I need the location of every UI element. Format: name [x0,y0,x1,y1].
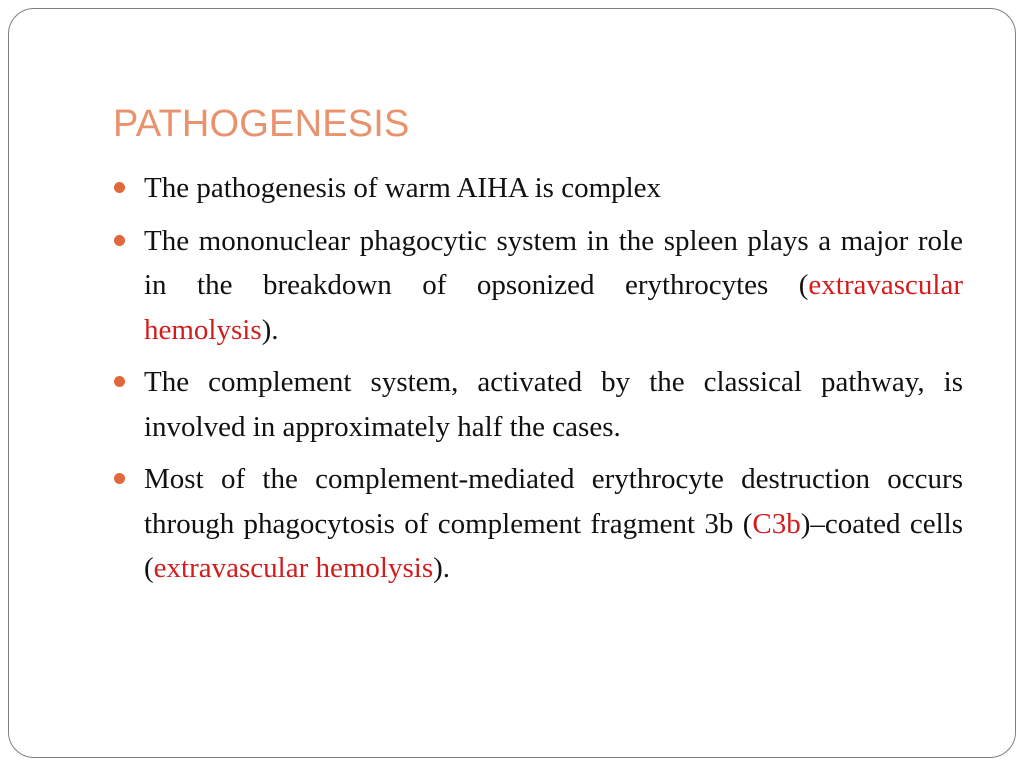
highlighted-term: extravascular hemolysis [153,552,434,584]
bullet-text: Most of the complement-mediated erythrocyte destruction occurs through phagocytosis of complement fragment 3b ( [144,463,963,540]
bullet-item-3 [113,360,963,449]
circle-bullet-icon [114,473,125,484]
slide-title: PATHOGENESIS [113,103,410,145]
circle-bullet-icon [114,182,125,193]
bullet-list [113,166,963,599]
bullet-item-1 [113,166,963,211]
circle-bullet-icon [114,376,125,387]
bullet-text: The complement system, activated by the classical pathway, is involved in approximately half the cases. [144,366,963,443]
circle-bullet-icon [114,235,125,246]
bullet-item-4 [113,457,963,591]
highlighted-term: C3b [752,507,801,540]
bullet-text-end: ). [261,313,279,346]
bullet-text-end: ). [433,552,451,584]
bullet-text: The mononuclear phagocytic system in the spleen plays a major role in the breakdown of opsonized erythrocytes ( [144,224,963,301]
bullet-text: The pathogenesis of warm AIHA is complex [144,172,662,204]
bullet-text-middle: )–coated cells ( [144,507,963,584]
bullet-item-2 [113,219,963,353]
highlighted-term: extravascular hemolysis [144,269,963,346]
